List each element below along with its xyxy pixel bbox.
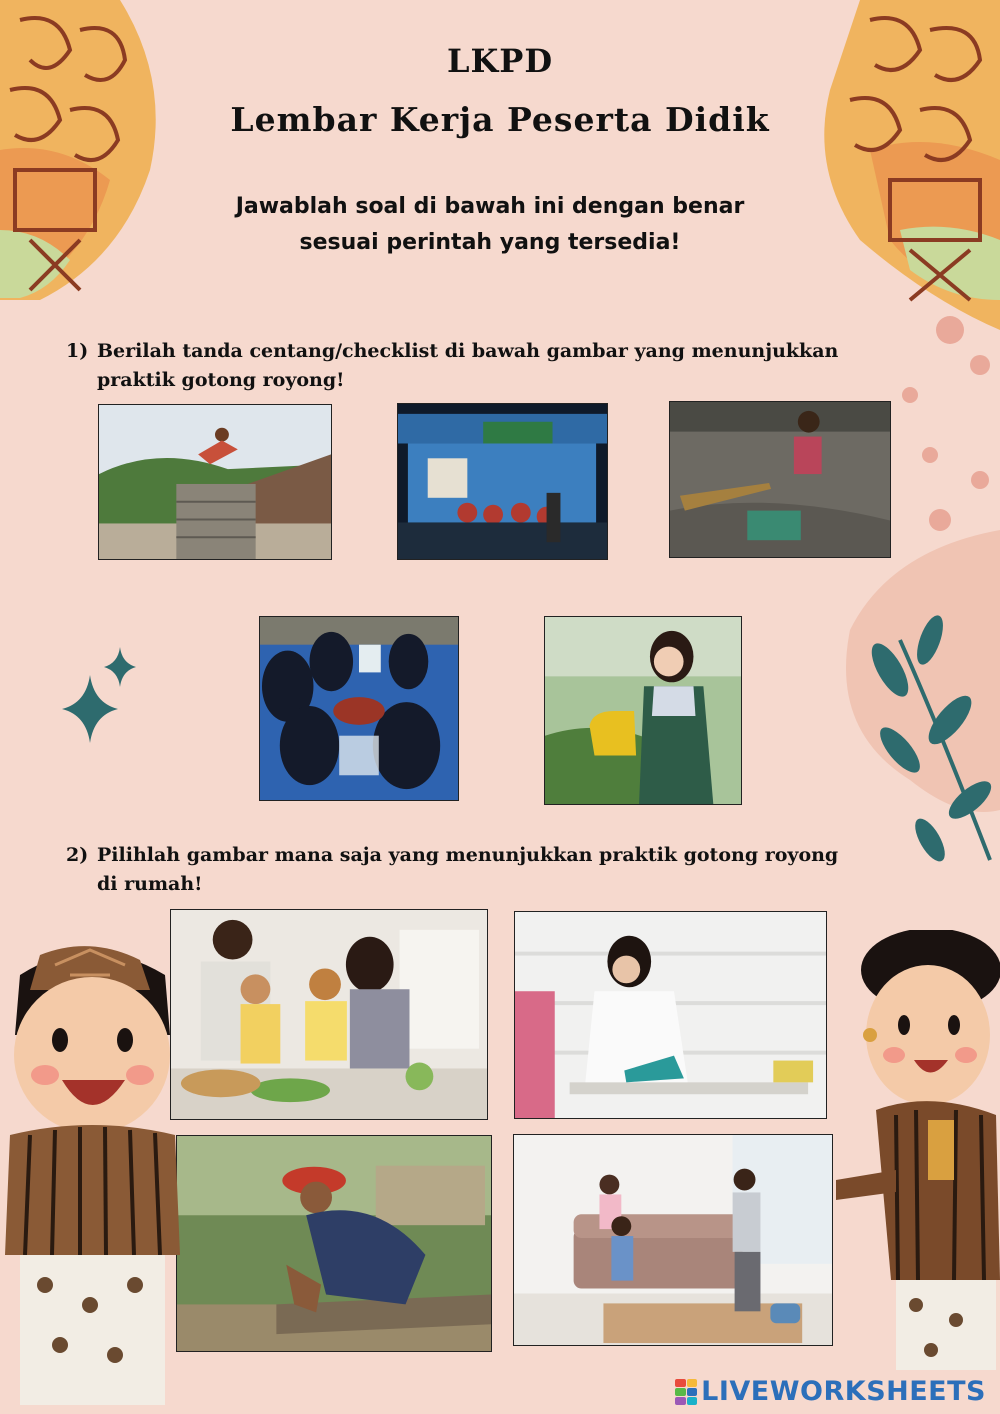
family-cleaning-photo[interactable] xyxy=(513,1134,833,1346)
women-cooking-together-photo[interactable] xyxy=(259,616,459,801)
question-2-line-1: Pilihlah gambar mana saja yang menunjukkan praktik gotong royong xyxy=(97,844,839,866)
family-cooking-photo[interactable] xyxy=(170,909,488,1120)
question-2-number: 2) xyxy=(66,844,89,866)
question-1 xyxy=(66,337,946,395)
instruction-line-2: sesuai perintah yang tersedia! xyxy=(299,230,681,255)
boy-sweeping-photo[interactable] xyxy=(669,401,891,558)
girl-character-illustration xyxy=(836,930,1000,1370)
man-gardening-photo[interactable] xyxy=(176,1135,492,1352)
liveworksheets-brand-text: LIVEWORKSHEETS xyxy=(701,1376,986,1407)
village-meeting-photo[interactable] xyxy=(397,403,608,560)
liveworksheets-logo xyxy=(675,1376,986,1407)
sparkle-decoration xyxy=(62,645,142,745)
question-1-line-2: praktik gotong royong! xyxy=(97,369,345,391)
page-subtitle: Lembar Kerja Peserta Didik xyxy=(230,100,770,139)
woman-ironing-photo[interactable] xyxy=(514,911,827,1119)
question-2 xyxy=(66,841,946,899)
stone-jumping-photo[interactable] xyxy=(98,404,332,560)
question-1-line-1: Berilah tanda centang/checklist di bawah gambar yang menunjukkan xyxy=(97,340,839,362)
question-1-number: 1) xyxy=(66,340,89,362)
question-2-line-2: di rumah! xyxy=(97,873,203,895)
instruction-line-1: Jawablah soal di bawah ini dengan benar xyxy=(235,194,745,219)
boy-character-illustration xyxy=(0,935,180,1405)
liveworksheets-cube-icon xyxy=(675,1379,697,1405)
page-title: LKPD xyxy=(446,42,554,80)
woman-watering-plants-photo[interactable] xyxy=(544,616,742,805)
